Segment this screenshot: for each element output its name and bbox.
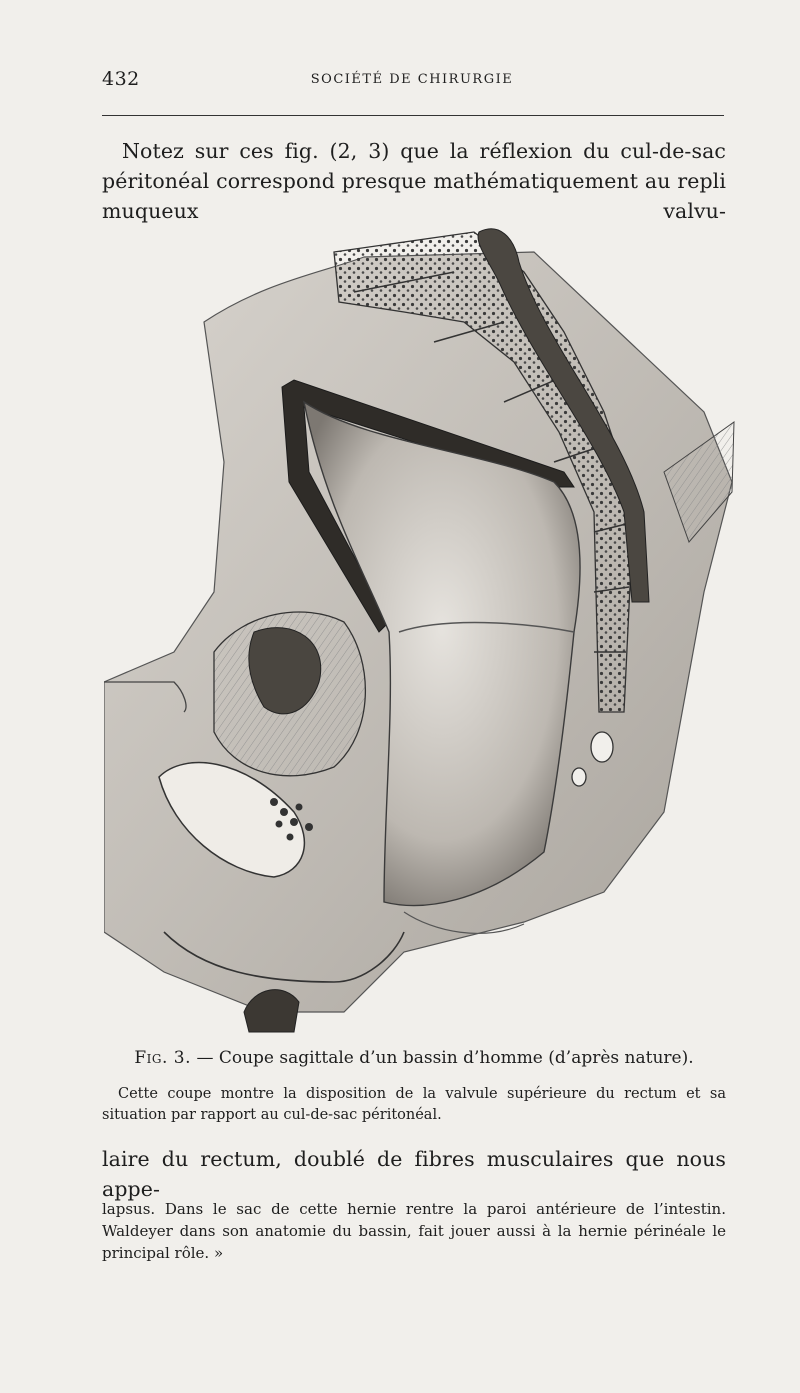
figure-caption-text: — Coupe sagittale d’un bassin d’homme (d’après nature). <box>196 1048 694 1068</box>
page-number: 432 <box>102 68 140 90</box>
quoted-passage: lapsus. Dans le sac de cette hernie rentre la paroi antérieure de l’intestin. Waldeyer dans son anatomie du bassin, fait jouer aussi à la hernie périnéale le principal rôle. » <box>102 1200 726 1262</box>
coccyx-segment-2 <box>572 768 586 786</box>
figure-label: Fig. 3. <box>134 1048 192 1068</box>
header-rule <box>102 115 724 116</box>
page-header <box>102 68 722 96</box>
body-paragraph-2: laire du rectum, doublé de fibres musculaires que nous appe- <box>102 1147 726 1201</box>
figure-caption <box>102 1046 726 1070</box>
pelvis-sagittal-section-drawing <box>104 212 736 1042</box>
body-paragraph-1: Notez sur ces fig. (2, 3) que la réflexion du cul-de-sac péritonéal correspond presque mathématiquement au repli muqueux valvu- <box>102 139 726 223</box>
running-head: SOCIÉTÉ DE CHIRURGIE <box>310 72 514 87</box>
coccyx-segment-1 <box>591 732 613 762</box>
figure-note: Cette coupe montre la disposition de la valvule supérieure du rectum et sa situation par rapport au cul-de-sac péritonéal. <box>102 1086 726 1123</box>
anatomical-figure <box>104 212 736 1042</box>
